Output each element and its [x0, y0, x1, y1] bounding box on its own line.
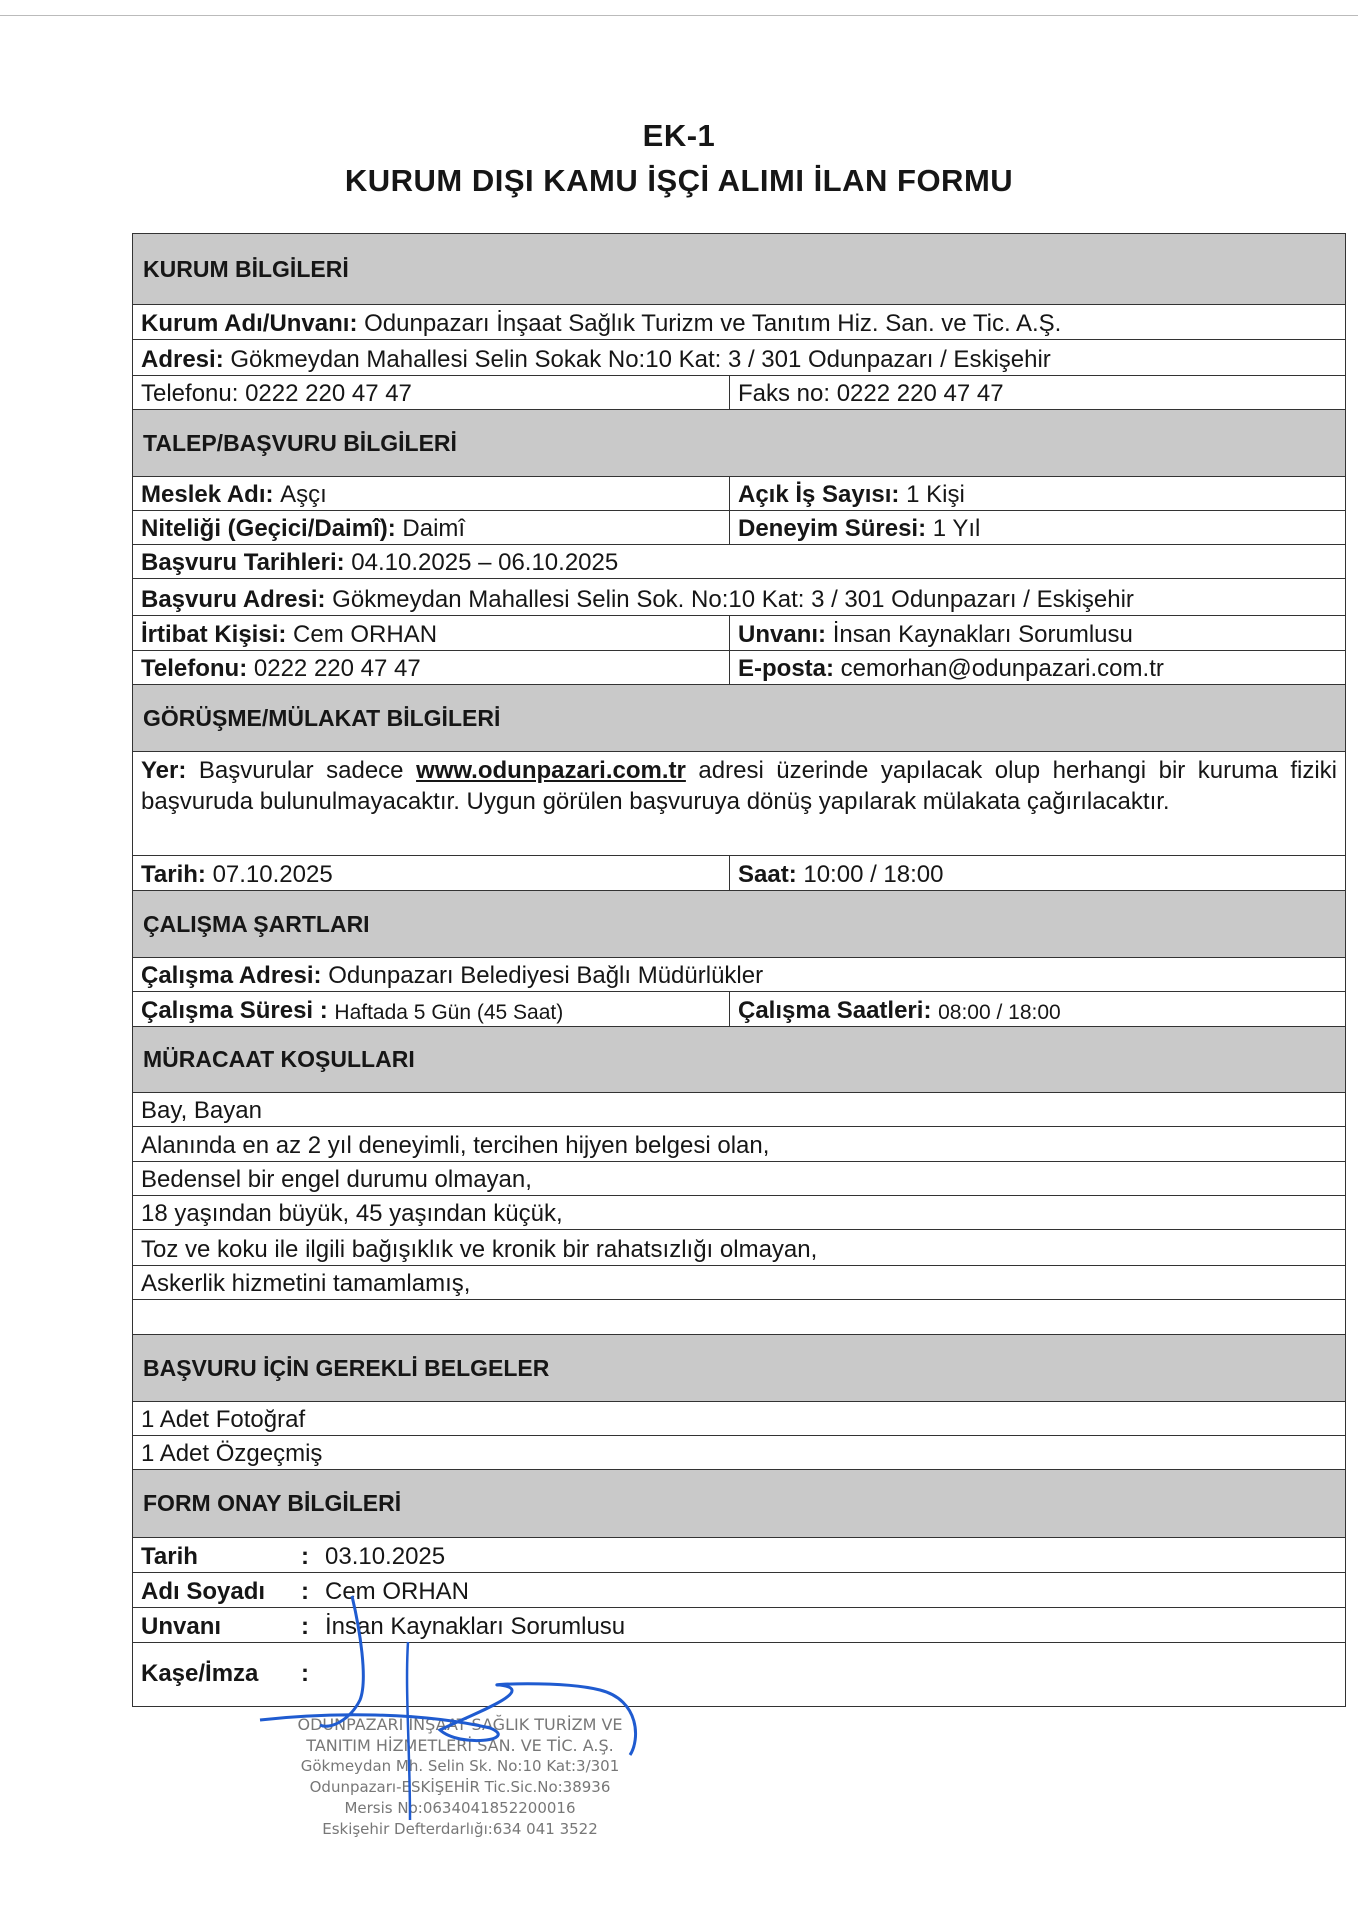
stamp-line: TANITIM HİZMETLERİ SAN. VE TİC. A.Ş.	[306, 1736, 614, 1755]
label: Niteliği (Geçici/Daimî):	[141, 515, 396, 542]
label: Adı Soyadı	[141, 1578, 266, 1605]
label: Adresi:	[141, 346, 224, 373]
section-onay: FORM ONAY BİLGİLERİ	[133, 1470, 1345, 1538]
contact-row	[133, 616, 1345, 651]
approval-title-row	[133, 1608, 1345, 1643]
kurum-address: Gökmeydan Mahallesi Selin Sokak No:10 Kat: 3 / 301 Odunpazarı / Eskişehir	[230, 346, 1051, 373]
openings: 1 Kişi	[906, 481, 965, 508]
document-text: 1 Adet Özgeçmiş	[141, 1440, 323, 1467]
approval-title: İnsan Kaynakları Sorumlusu	[325, 1613, 626, 1640]
dates-row	[133, 545, 1345, 579]
condition-text: Toz ve koku ile ilgili bağışıklık ve kronik bir rahatsızlığı olmayan,	[141, 1236, 818, 1263]
interview-date: 07.10.2025	[212, 861, 333, 888]
approval-date-row	[133, 1538, 1345, 1573]
kurum-phone-row	[133, 376, 1345, 410]
colon: :	[301, 1660, 309, 1687]
label: E-posta:	[738, 655, 834, 682]
place-text: adresi üzerinde yapılacak olup herhangi bir kuruma fiziki başvuruda bulunulmayacaktır. Uygun görülen başvuruya dönüş yapılarak mülakata çağırılacaktır.	[141, 757, 1338, 815]
stamp-line: Eskişehir Defterdarlığı:634 041 3522	[322, 1820, 598, 1838]
kurum-name: Odunpazarı İnşaat Sağlık Turizm ve Tanıtım Hiz. San. ve Tic. A.Ş.	[364, 310, 1062, 337]
label: Kaşe/İmza	[141, 1660, 259, 1687]
colon: :	[301, 1578, 309, 1605]
type-row	[133, 511, 1345, 545]
job-row	[133, 477, 1345, 511]
label: Çalışma Saatleri:	[738, 997, 932, 1024]
page-top-rule	[0, 15, 1358, 16]
condition-item	[133, 1127, 1345, 1162]
colon: :	[301, 1543, 309, 1570]
condition-item	[133, 1162, 1345, 1196]
label: Başvuru Tarihleri:	[141, 549, 345, 576]
work-address: Odunpazarı Belediyesi Bağlı Müdürlükler	[328, 962, 764, 989]
colon: :	[301, 1613, 309, 1640]
work-duration-row	[133, 992, 1345, 1027]
condition-text: Alanında en az 2 yıl deneyimli, tercihen hijyen belgesi olan,	[141, 1132, 770, 1159]
stamp-line: Odunpazarı-ESKİŞEHİR Tic.Sic.No:38936	[309, 1778, 611, 1796]
label: Telefonu:	[141, 655, 248, 682]
stamp-line: Gökmeydan Mh. Selin Sk. No:10 Kat:3/301	[300, 1757, 620, 1775]
document-item	[133, 1436, 1345, 1470]
work-address-row	[133, 958, 1345, 992]
website-link[interactable]: www.odunpazari.com.tr	[416, 757, 686, 784]
label: Unvanı:	[738, 621, 827, 648]
contact-phone-row	[133, 651, 1345, 685]
condition-item	[133, 1266, 1345, 1300]
document-text: 1 Adet Fotoğraf	[141, 1406, 306, 1433]
label: Tarih:	[141, 861, 206, 888]
kurum-name-row	[133, 305, 1345, 340]
apply-address-row	[133, 579, 1345, 616]
work-hours: 08:00 / 18:00	[938, 1001, 1061, 1024]
condition-item	[133, 1230, 1345, 1266]
apply-dates: 04.10.2025 – 06.10.2025	[351, 549, 619, 576]
approval-name-row	[133, 1573, 1345, 1608]
approval-stamp-row	[133, 1643, 1345, 1707]
job-type: Daimî	[402, 515, 466, 542]
label: Deneyim Süresi:	[738, 515, 927, 542]
job-name: Aşçı	[280, 481, 327, 508]
page-title: KURUM DIŞI KAMU İŞÇİ ALIMI İLAN FORMU	[344, 163, 1014, 198]
kurum-address-row	[133, 340, 1345, 376]
stamp-line: Mersis No:0634041852200016	[344, 1799, 576, 1817]
label: Saat:	[738, 861, 797, 888]
section-calisma: ÇALIŞMA ŞARTLARI	[133, 891, 1345, 958]
contact-phone: 0222 220 47 47	[253, 655, 421, 682]
label: Çalışma Süresi :	[141, 997, 328, 1024]
condition-item-empty	[133, 1300, 1345, 1335]
experience: 1 Yıl	[932, 515, 981, 542]
work-duration: Haftada 5 Gün (45 Saat)	[334, 1001, 564, 1024]
section-talep: TALEP/BAŞVURU BİLGİLERİ	[133, 410, 1345, 477]
approval-date: 03.10.2025	[325, 1543, 446, 1570]
kurum-phone: Telefonu: 0222 220 47 47	[141, 380, 412, 407]
section-kurum: KURUM BİLGİLERİ	[133, 234, 1345, 305]
label: Başvuru Adresi:	[141, 586, 326, 613]
contact-person: Cem ORHAN	[293, 621, 438, 648]
label: Tarih	[141, 1543, 198, 1570]
company-stamp	[280, 1714, 640, 1840]
section-belgeler: BAŞVURU İÇİN GEREKLİ BELGELER	[133, 1335, 1345, 1402]
interview-time: 10:00 / 18:00	[803, 861, 944, 888]
label: İrtibat Kişisi:	[141, 621, 287, 648]
condition-item	[133, 1196, 1345, 1230]
place-text: Başvurular sadece	[198, 757, 404, 784]
condition-text: Askerlik hizmetini tamamlamış,	[141, 1270, 471, 1297]
condition-text: 18 yaşından büyük, 45 yaşından küçük,	[141, 1200, 563, 1227]
job-posting-form	[132, 233, 1346, 1707]
interview-time-row	[133, 856, 1345, 891]
label: Açık İş Sayısı:	[738, 481, 900, 508]
contact-title: İnsan Kaynakları Sorumlusu	[832, 621, 1133, 648]
kurum-fax: Faks no: 0222 220 47 47	[738, 380, 1004, 407]
annex-label: EK-1	[642, 118, 716, 153]
label: Yer:	[141, 757, 187, 784]
document-item	[133, 1402, 1345, 1436]
condition-item	[133, 1093, 1345, 1127]
stamp-line: ODUNPAZARI İNŞAAT SAĞLIK TURİZM VE	[297, 1715, 623, 1734]
section-gorusme: GÖRÜŞME/MÜLAKAT BİLGİLERİ	[133, 685, 1345, 752]
approval-name: Cem ORHAN	[325, 1578, 470, 1605]
condition-text: Bay, Bayan	[141, 1097, 262, 1124]
interview-place	[133, 752, 1345, 856]
label: Kurum Adı/Unvanı:	[141, 310, 358, 337]
section-muracaat: MÜRACAAT KOŞULLARI	[133, 1027, 1345, 1093]
label: Meslek Adı:	[141, 481, 274, 508]
condition-text: Bedensel bir engel durumu olmayan,	[141, 1166, 532, 1193]
contact-email[interactable]: cemorhan@odunpazari.com.tr	[840, 655, 1164, 682]
apply-address: Gökmeydan Mahallesi Selin Sok. No:10 Kat: 3 / 301 Odunpazarı / Eskişehir	[332, 586, 1134, 613]
label: Unvanı	[141, 1613, 222, 1640]
label: Çalışma Adresi:	[141, 962, 322, 989]
